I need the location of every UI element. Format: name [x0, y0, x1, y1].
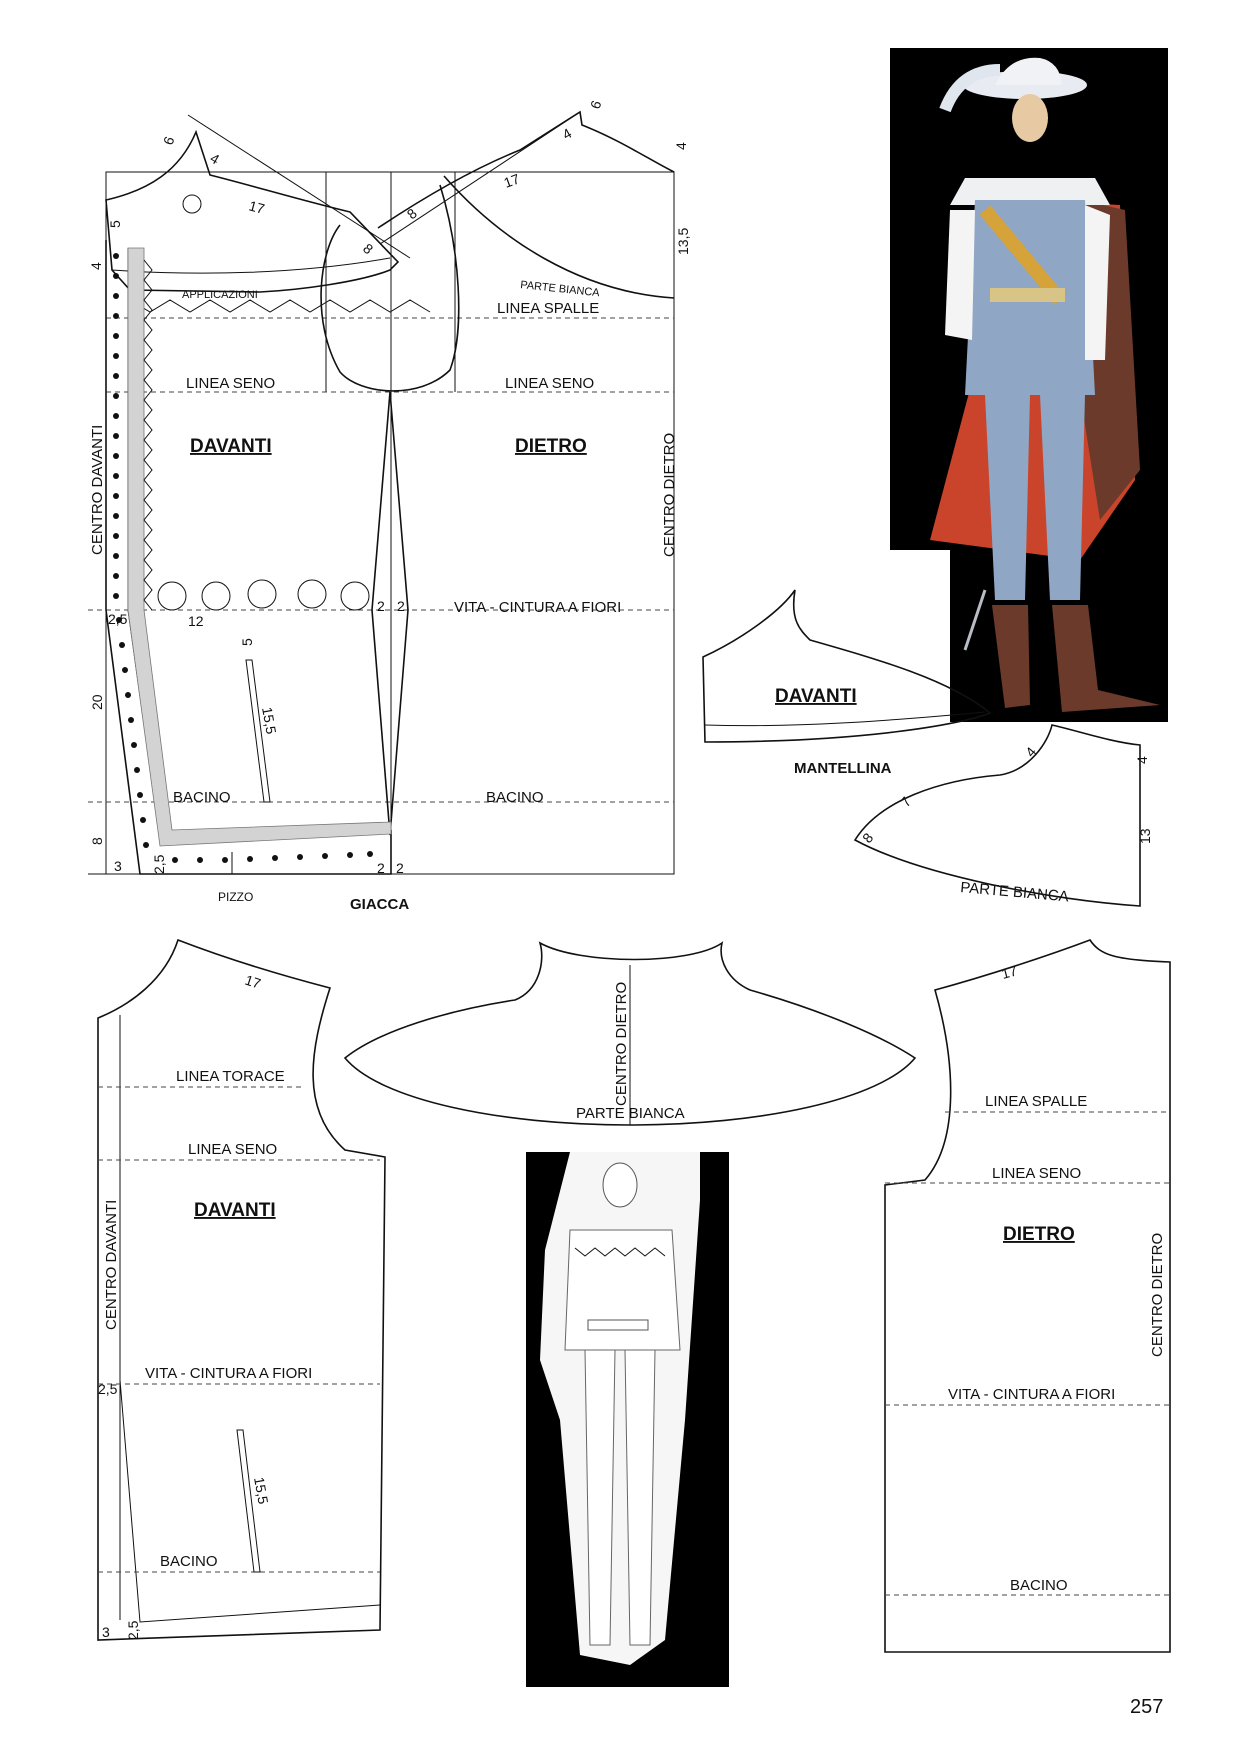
bb-centro-dietro: CENTRO DIETRO [1149, 1232, 1166, 1357]
collar-parte-bianca: PARTE BIANCA [576, 1105, 685, 1122]
bf-linea-seno: LINEA SENO [188, 1141, 278, 1158]
measure-2-waist-a: 2 [377, 598, 385, 614]
flower-belt [158, 195, 369, 610]
measure-2-hem-b: 2 [396, 860, 404, 876]
label-centro-davanti: CENTRO DAVANTI [89, 424, 106, 555]
measure-5-pocket: 5 [239, 638, 255, 646]
label-vita-cintura: VITA - CINTURA A FIORI [454, 599, 622, 616]
measure-2-5-hem: 2,5 [151, 854, 167, 874]
measure-4-back: 4 [559, 124, 575, 143]
measure-20: 20 [89, 694, 105, 710]
measure-4-front: 4 [207, 149, 223, 168]
measure-17-back: 17 [501, 170, 522, 191]
bf-measure-2-5-b: 2,5 [125, 1620, 141, 1640]
measure-2-hem-a: 2 [377, 860, 385, 876]
bb-linea-spalle: LINEA SPALLE [985, 1093, 1088, 1110]
measure-13-5: 13,5 [675, 227, 691, 255]
bottom-back-pattern [885, 940, 1170, 1652]
label-bacino-back: BACINO [486, 789, 544, 806]
mantellina-caption: MANTELLINA [794, 760, 892, 777]
mantellina-measure-4-b: 4 [1134, 756, 1150, 764]
measure-15-5: 15,5 [259, 705, 280, 736]
giacca-front-title: DAVANTI [190, 436, 272, 457]
measure-4-right: 4 [673, 142, 689, 150]
measure-2-5-waist: 2,5 [108, 611, 128, 627]
collar-centro-dietro: CENTRO DIETRO [613, 981, 630, 1106]
label-linea-seno-back: LINEA SENO [505, 375, 595, 392]
measure-6-back: 6 [586, 98, 605, 112]
measure-6-front: 6 [159, 134, 178, 148]
mantellina-measure-4-a: 4 [1022, 743, 1040, 760]
measure-8-back: 8 [403, 205, 420, 223]
measure-8-front: 8 [360, 240, 377, 258]
giacca-caption: GIACCA [350, 896, 410, 913]
bb-bacino: BACINO [1010, 1577, 1068, 1594]
lace-trim [128, 248, 391, 846]
measure-17-front: 17 [247, 197, 267, 217]
bottom-front-pattern [98, 940, 385, 1640]
measure-3: 3 [114, 858, 122, 874]
mantellina-parte-bianca: PARTE BIANCA [959, 879, 1070, 906]
label-parte-bianca: PARTE BIANCA [519, 279, 601, 300]
measure-12: 12 [188, 613, 204, 629]
bf-measure-17: 17 [243, 971, 263, 992]
bottom-collar-pattern [345, 943, 915, 1125]
label-pizzo: PIZZO [218, 890, 254, 904]
giacca-pattern [88, 98, 691, 913]
label-centro-dietro: CENTRO DIETRO [661, 432, 678, 557]
label-bacino-front: BACINO [173, 789, 231, 806]
mantellina-measure-8: 8 [859, 829, 877, 846]
costume-illustration [890, 48, 1168, 722]
mantellina-measure-7: 7 [897, 793, 915, 810]
label-linea-spalle: LINEA SPALLE [497, 300, 600, 317]
bb-vita-cintura: VITA - CINTURA A FIORI [948, 1386, 1116, 1403]
measure-2-waist-b: 2 [397, 598, 405, 614]
mantellina-front-title: DAVANTI [775, 686, 857, 707]
giacca-back-title: DIETRO [515, 436, 587, 457]
bf-measure-2-5-a: 2,5 [98, 1381, 118, 1397]
bf-measure-3: 3 [102, 1624, 110, 1640]
costume-sketch [526, 1152, 729, 1687]
bf-measure-15-5: 15,5 [251, 1475, 272, 1506]
bf-linea-torace: LINEA TORACE [176, 1068, 285, 1085]
bb-title: DIETRO [1003, 1224, 1075, 1245]
bb-linea-seno: LINEA SENO [992, 1165, 1082, 1182]
mantellina-measure-13: 13 [1137, 828, 1153, 844]
bb-measure-17: 17 [999, 962, 1019, 982]
page-number: 257 [1130, 1696, 1164, 1718]
label-linea-seno-front: LINEA SENO [186, 375, 276, 392]
bf-bacino: BACINO [160, 1553, 218, 1570]
measure-4-left: 4 [88, 262, 104, 270]
label-applicazioni: APPLICAZIONI [182, 289, 258, 301]
giacca-frame [106, 172, 674, 874]
measure-8-bottom: 8 [89, 837, 105, 845]
measure-5-neck: 5 [107, 220, 123, 228]
bf-centro-davanti: CENTRO DAVANTI [103, 1199, 120, 1330]
bf-vita-cintura: VITA - CINTURA A FIORI [145, 1365, 313, 1382]
bf-title: DAVANTI [194, 1200, 276, 1221]
